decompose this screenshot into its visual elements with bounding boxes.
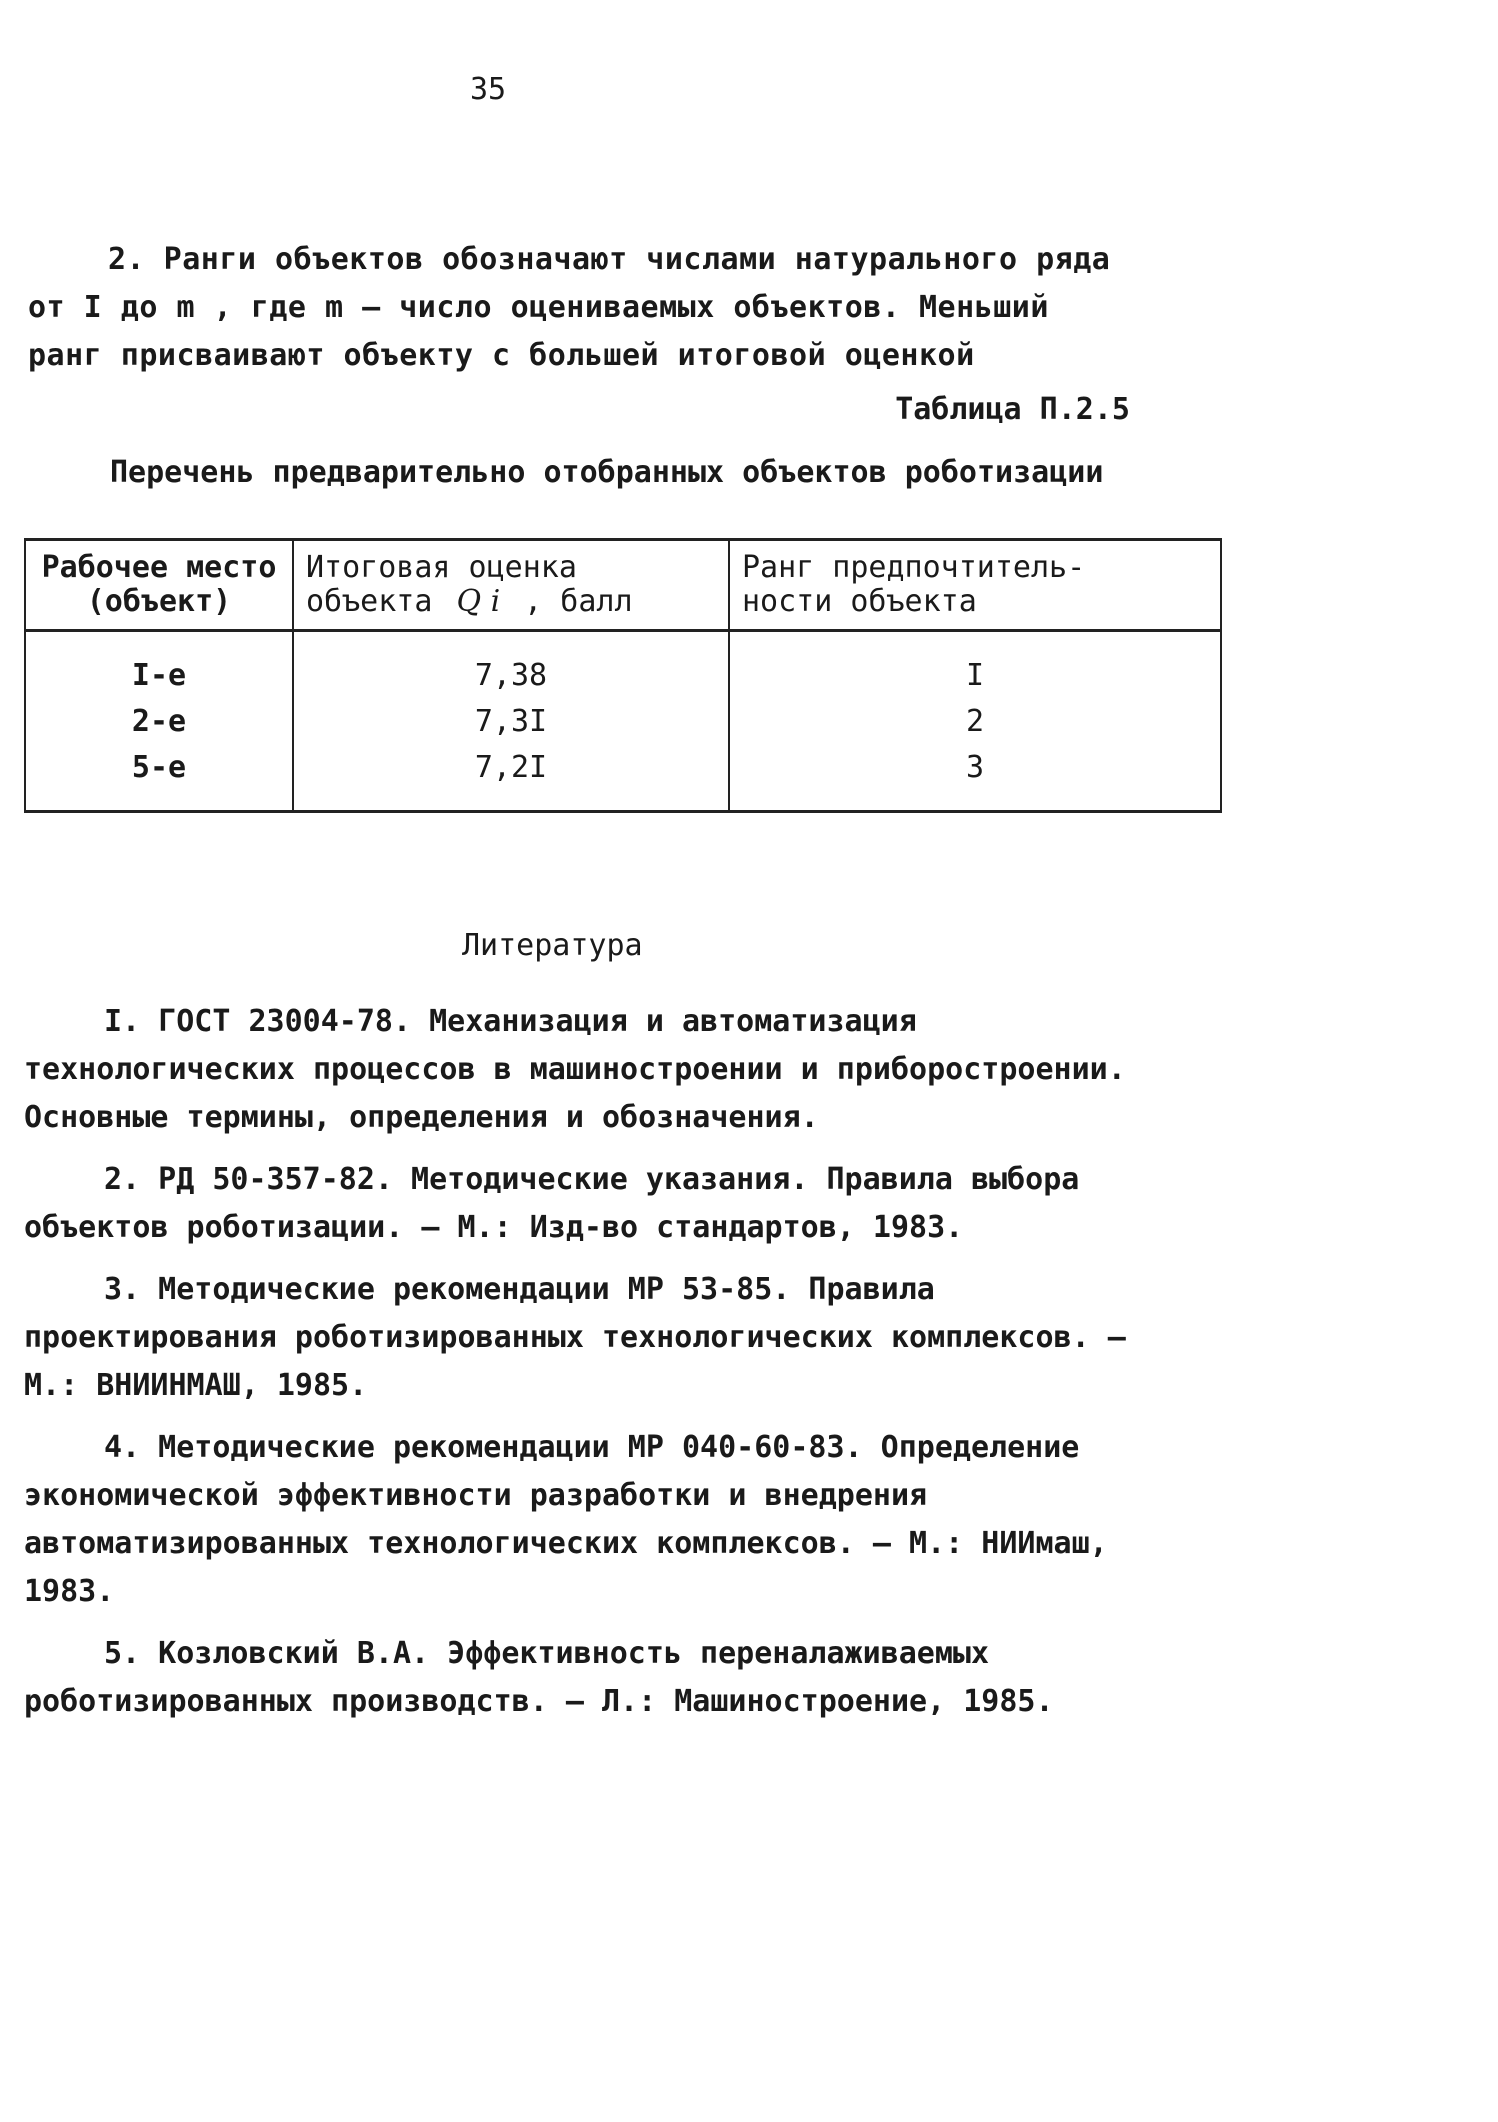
reference-item: 4. Методические рекомендации МР 040-60-83. Определение экономической эффективности разработки и внедрения автоматизированных технологических комплексов. – М.: НИИмаш, 1983. <box>24 1430 1108 1609</box>
reference-item: I. ГОСТ 23004-78. Механизация и автоматизация технологических процессов в машиностроении и приборостроении. Основные термины, определения и обозначения. <box>24 1004 1126 1135</box>
cell-score: 7,38 <box>293 631 729 699</box>
header-rank: Ранг предпочтитель- ности объекта <box>729 540 1221 631</box>
literature-heading: Литература <box>462 928 643 963</box>
cell-rank: 2 <box>729 698 1221 744</box>
cell-workplace: I-е <box>25 631 293 699</box>
table-reference: Таблица П.2.5 <box>895 392 1130 427</box>
header-workplace: Рабочее место (объект) <box>25 540 293 631</box>
cell-rank: 3 <box>729 744 1221 812</box>
cell-workplace: 5-е <box>25 744 293 812</box>
table-row <box>25 744 1221 812</box>
cell-score: 7,3I <box>293 698 729 744</box>
table-header-row <box>25 540 1221 631</box>
page-number: 35 <box>470 72 507 107</box>
objects-table <box>24 538 1222 813</box>
reference-item: 5. Козловский В.А. Эффективность переналаживаемых роботизированных производств. – Л.: Машиностроение, 1985. <box>24 1636 1054 1719</box>
paragraph-line-3: ранг присваивают объекту с большей итоговой оценкой <box>28 338 975 373</box>
table-row <box>25 631 1221 699</box>
rank-paragraph <box>28 236 1148 380</box>
score-symbol: Q i <box>456 584 501 619</box>
cell-workplace: 2-е <box>25 698 293 744</box>
table-row <box>25 698 1221 744</box>
cell-rank: I <box>729 631 1221 699</box>
header-total-score: Итоговая оценка объекта Q i , балл <box>293 540 729 631</box>
paragraph-line-1: 2. Ранги объектов обозначают числами натурального ряда <box>108 242 1111 277</box>
reference-item: 2. РД 50-357-82. Методические указания. Правила выбора объектов роботизации. – М.: Изд-во стандартов, 1983. <box>24 1162 1080 1245</box>
table-title: Перечень предварительно отобранных объектов роботизации <box>110 455 1104 490</box>
paragraph-line-2: от I до m , где m – число оцениваемых объектов. Меньший <box>28 290 1049 325</box>
reference-list <box>24 998 1154 1740</box>
cell-score: 7,2I <box>293 744 729 812</box>
reference-item: 3. Методические рекомендации МР 53-85. Правила проектирования роботизированных технологических комплексов. – М.: ВНИИНМАШ, 1985. <box>24 1272 1126 1403</box>
